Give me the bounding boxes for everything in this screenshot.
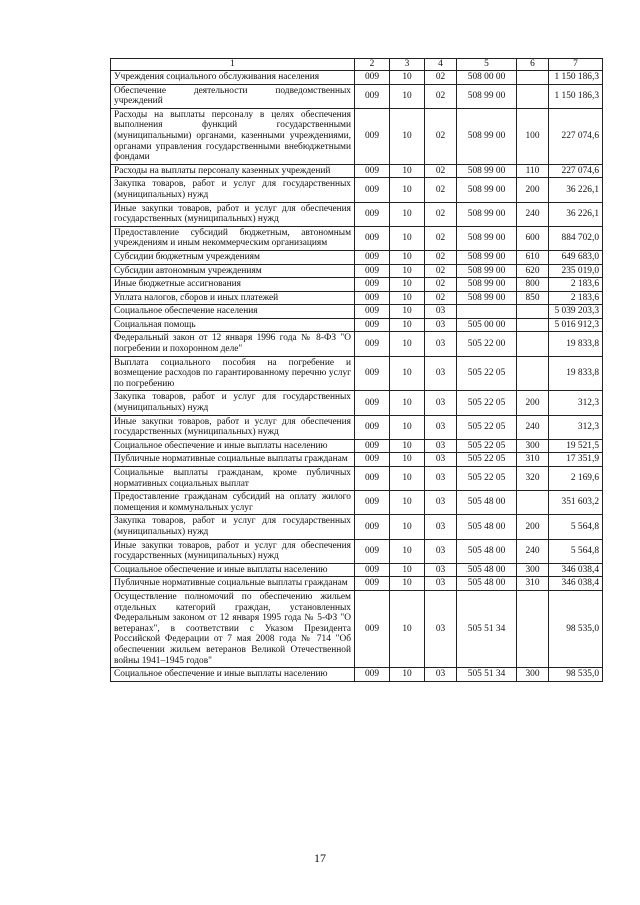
amount: 2 183,6 <box>549 291 603 305</box>
row-description: Расходы на выплаты персоналу в целях обеспечения выполнения функций государственными (муниципальными) органами, казенными учреждениями, органами управления государственными внебюджетными фондами <box>111 108 355 164</box>
table-row <box>111 467 603 491</box>
section-code: 10 <box>390 164 425 178</box>
ministry-code: 009 <box>355 668 390 682</box>
section-code: 10 <box>390 305 425 319</box>
amount: 346 038,4 <box>549 563 603 577</box>
subsection-code: 03 <box>425 439 457 453</box>
amount: 235 019,0 <box>549 264 603 278</box>
ministry-code: 009 <box>355 467 390 491</box>
table-row <box>111 577 603 591</box>
ministry-code: 009 <box>355 391 390 415</box>
header-col-7: 7 <box>549 59 603 71</box>
subsection-code: 02 <box>425 250 457 264</box>
section-code: 10 <box>390 250 425 264</box>
amount: 649 683,0 <box>549 250 603 264</box>
row-description: Субсидии бюджетным учреждениям <box>111 250 355 264</box>
table-row <box>111 278 603 292</box>
expense-type-code: 600 <box>517 226 549 250</box>
row-description: Закупка товаров, работ и услуг для государственных (муниципальных) нужд <box>111 515 355 539</box>
ministry-code: 009 <box>355 577 390 591</box>
row-description: Публичные нормативные социальные выплаты гражданам <box>111 577 355 591</box>
row-description: Предоставление субсидий бюджетным, автономным учреждениям и иным некоммерческим организациям <box>111 226 355 250</box>
ministry-code: 009 <box>355 563 390 577</box>
table-row <box>111 226 603 250</box>
ministry-code: 009 <box>355 278 390 292</box>
table-row <box>111 563 603 577</box>
row-description: Закупка товаров, работ и услуг для государственных (муниципальных) нужд <box>111 391 355 415</box>
amount: 19 521,5 <box>549 439 603 453</box>
amount: 2 183,6 <box>549 278 603 292</box>
table-row <box>111 264 603 278</box>
header-col-3: 3 <box>390 59 425 71</box>
ministry-code: 009 <box>355 491 390 515</box>
target-article-code: 505 00 00 <box>457 318 517 332</box>
row-description: Социальное обеспечение и иные выплаты населению <box>111 439 355 453</box>
expense-type-code: 200 <box>517 391 549 415</box>
subsection-code: 03 <box>425 668 457 682</box>
target-article-code: 505 48 00 <box>457 539 517 563</box>
row-description: Публичные нормативные социальные выплаты гражданам <box>111 453 355 467</box>
subsection-code: 03 <box>425 577 457 591</box>
subsection-code: 02 <box>425 71 457 85</box>
target-article-code: 508 99 00 <box>457 291 517 305</box>
table-row <box>111 318 603 332</box>
table-row <box>111 250 603 264</box>
target-article-code: 505 22 05 <box>457 415 517 439</box>
table-row <box>111 356 603 391</box>
ministry-code: 009 <box>355 291 390 305</box>
expense-type-code: 240 <box>517 202 549 226</box>
table-header-row <box>111 59 603 71</box>
expense-type-code <box>517 491 549 515</box>
table-row <box>111 539 603 563</box>
ministry-code: 009 <box>355 264 390 278</box>
table-row <box>111 391 603 415</box>
table-row <box>111 164 603 178</box>
subsection-code: 03 <box>425 356 457 391</box>
target-article-code: 508 99 00 <box>457 108 517 164</box>
amount: 5 564,8 <box>549 539 603 563</box>
ministry-code: 009 <box>355 415 390 439</box>
expense-type-code <box>517 356 549 391</box>
amount: 227 074,6 <box>549 108 603 164</box>
target-article-code: 505 48 00 <box>457 491 517 515</box>
expense-type-code: 310 <box>517 577 549 591</box>
table-row <box>111 491 603 515</box>
target-article-code: 508 99 00 <box>457 202 517 226</box>
amount: 19 833,8 <box>549 332 603 356</box>
subsection-code: 02 <box>425 226 457 250</box>
section-code: 10 <box>390 318 425 332</box>
row-description: Уплата налогов, сборов и иных платежей <box>111 291 355 305</box>
header-col-1: 1 <box>111 59 355 71</box>
header-col-4: 4 <box>425 59 457 71</box>
table-row <box>111 178 603 202</box>
amount: 36 226,1 <box>549 202 603 226</box>
header-col-2: 2 <box>355 59 390 71</box>
table-row <box>111 668 603 682</box>
header-col-6: 6 <box>517 59 549 71</box>
target-article-code: 508 99 00 <box>457 278 517 292</box>
expense-type-code: 620 <box>517 264 549 278</box>
target-article-code: 505 48 00 <box>457 563 517 577</box>
target-article-code: 505 22 05 <box>457 467 517 491</box>
target-article-code: 505 22 05 <box>457 356 517 391</box>
subsection-code: 02 <box>425 278 457 292</box>
target-article-code: 508 99 00 <box>457 178 517 202</box>
expense-type-code: 300 <box>517 668 549 682</box>
section-code: 10 <box>390 563 425 577</box>
page-number: 17 <box>314 851 326 865</box>
section-code: 10 <box>390 178 425 202</box>
section-code: 10 <box>390 84 425 108</box>
subsection-code: 02 <box>425 164 457 178</box>
section-code: 10 <box>390 577 425 591</box>
subsection-code: 03 <box>425 318 457 332</box>
target-article-code: 505 48 00 <box>457 577 517 591</box>
row-description: Обеспечение деятельности подведомственных учреждений <box>111 84 355 108</box>
ministry-code: 009 <box>355 250 390 264</box>
subsection-code: 02 <box>425 202 457 226</box>
target-article-code: 508 00 00 <box>457 71 517 85</box>
ministry-code: 009 <box>355 590 390 667</box>
amount: 19 833,8 <box>549 356 603 391</box>
table-row <box>111 84 603 108</box>
section-code: 10 <box>390 264 425 278</box>
row-description: Социальное обеспечение населения <box>111 305 355 319</box>
expense-type-code: 300 <box>517 563 549 577</box>
amount: 351 603,2 <box>549 491 603 515</box>
row-description: Социальное обеспечение и иные выплаты населению <box>111 563 355 577</box>
ministry-code: 009 <box>355 84 390 108</box>
row-description: Федеральный закон от 12 января 1996 года № 8-ФЗ "О погребении и похоронном деле" <box>111 332 355 356</box>
table-row <box>111 108 603 164</box>
subsection-code: 03 <box>425 332 457 356</box>
expense-type-code <box>517 318 549 332</box>
ministry-code: 009 <box>355 515 390 539</box>
section-code: 10 <box>390 515 425 539</box>
expense-type-code: 200 <box>517 515 549 539</box>
target-article-code: 505 48 00 <box>457 515 517 539</box>
table-row <box>111 590 603 667</box>
row-description: Предоставление гражданам субсидий на оплату жилого помещения и коммунальных услуг <box>111 491 355 515</box>
ministry-code: 009 <box>355 332 390 356</box>
section-code: 10 <box>390 332 425 356</box>
row-description: Закупка товаров, работ и услуг для государственных (муниципальных) нужд <box>111 178 355 202</box>
target-article-code: 508 99 00 <box>457 164 517 178</box>
table-row <box>111 453 603 467</box>
expense-type-code <box>517 590 549 667</box>
expense-type-code: 110 <box>517 164 549 178</box>
subsection-code: 03 <box>425 563 457 577</box>
subsection-code: 02 <box>425 178 457 202</box>
section-code: 10 <box>390 226 425 250</box>
amount: 346 038,4 <box>549 577 603 591</box>
target-article-code: 505 51 34 <box>457 590 517 667</box>
subsection-code: 03 <box>425 539 457 563</box>
target-article-code: 505 22 05 <box>457 439 517 453</box>
target-article-code: 505 51 34 <box>457 668 517 682</box>
row-description: Иные закупки товаров, работ и услуг для обеспечения государственных (муниципальных) нужд <box>111 539 355 563</box>
amount: 227 074,6 <box>549 164 603 178</box>
row-description: Осуществление полномочий по обеспечению жильем отдельных категорий граждан, установленных Федеральным законом от 12 января 1995 года № 5-ФЗ "О ветеранах", в соответствии с Указом Президента Российской Федерации от 7 мая 2008 года № 714 "Об обеспечении жильем ветеранов Великой Отечественной войны 1941–1945 годов" <box>111 590 355 667</box>
budget-table <box>110 58 603 682</box>
ministry-code: 009 <box>355 226 390 250</box>
ministry-code: 009 <box>355 305 390 319</box>
target-article-code: 508 99 00 <box>457 264 517 278</box>
ministry-code: 009 <box>355 71 390 85</box>
table-row <box>111 202 603 226</box>
target-article-code: 505 22 05 <box>457 391 517 415</box>
row-description: Иные закупки товаров, работ и услуг для обеспечения государственных (муниципальных) нужд <box>111 415 355 439</box>
amount: 36 226,1 <box>549 178 603 202</box>
table-row <box>111 332 603 356</box>
ministry-code: 009 <box>355 356 390 391</box>
section-code: 10 <box>390 439 425 453</box>
section-code: 10 <box>390 71 425 85</box>
table-row <box>111 71 603 85</box>
table-row <box>111 515 603 539</box>
row-description: Выплата социального пособия на погребение и возмещение расходов по гарантированному перечню услуг по погребению <box>111 356 355 391</box>
subsection-code: 03 <box>425 391 457 415</box>
expense-type-code: 310 <box>517 453 549 467</box>
expense-type-code: 800 <box>517 278 549 292</box>
target-article-code: 505 22 05 <box>457 453 517 467</box>
expense-type-code: 320 <box>517 467 549 491</box>
expense-type-code: 300 <box>517 439 549 453</box>
section-code: 10 <box>390 467 425 491</box>
table-row <box>111 305 603 319</box>
amount: 98 535,0 <box>549 668 603 682</box>
amount: 2 169,6 <box>549 467 603 491</box>
ministry-code: 009 <box>355 539 390 563</box>
row-description: Субсидии автономным учреждениям <box>111 264 355 278</box>
row-description: Социальные выплаты гражданам, кроме публичных нормативных социальных выплат <box>111 467 355 491</box>
subsection-code: 03 <box>425 467 457 491</box>
subsection-code: 03 <box>425 415 457 439</box>
amount: 17 351,9 <box>549 453 603 467</box>
subsection-code: 02 <box>425 108 457 164</box>
section-code: 10 <box>390 590 425 667</box>
target-article-code: 508 99 00 <box>457 250 517 264</box>
section-code: 10 <box>390 202 425 226</box>
expense-type-code <box>517 305 549 319</box>
expense-type-code: 200 <box>517 178 549 202</box>
amount: 5 564,8 <box>549 515 603 539</box>
amount: 5 016 912,3 <box>549 318 603 332</box>
amount: 312,3 <box>549 415 603 439</box>
row-description: Социальная помощь <box>111 318 355 332</box>
ministry-code: 009 <box>355 178 390 202</box>
ministry-code: 009 <box>355 439 390 453</box>
section-code: 10 <box>390 278 425 292</box>
expense-type-code: 240 <box>517 415 549 439</box>
expense-type-code: 610 <box>517 250 549 264</box>
amount: 5 039 203,3 <box>549 305 603 319</box>
ministry-code: 009 <box>355 164 390 178</box>
expense-type-code <box>517 71 549 85</box>
subsection-code: 02 <box>425 291 457 305</box>
row-description: Иные закупки товаров, работ и услуг для обеспечения государственных (муниципальных) нужд <box>111 202 355 226</box>
row-description: Расходы на выплаты персоналу казенных учреждений <box>111 164 355 178</box>
amount: 884 702,0 <box>549 226 603 250</box>
section-code: 10 <box>390 668 425 682</box>
expense-type-code <box>517 332 549 356</box>
amount: 312,3 <box>549 391 603 415</box>
section-code: 10 <box>390 391 425 415</box>
section-code: 10 <box>390 491 425 515</box>
target-article-code: 508 99 00 <box>457 226 517 250</box>
ministry-code: 009 <box>355 453 390 467</box>
table-row <box>111 291 603 305</box>
section-code: 10 <box>390 539 425 563</box>
section-code: 10 <box>390 415 425 439</box>
expense-type-code: 240 <box>517 539 549 563</box>
expense-type-code <box>517 84 549 108</box>
expense-type-code: 100 <box>517 108 549 164</box>
row-description: Социальное обеспечение и иные выплаты населению <box>111 668 355 682</box>
ministry-code: 009 <box>355 202 390 226</box>
table-row <box>111 439 603 453</box>
header-col-5: 5 <box>457 59 517 71</box>
row-description: Учреждения социального обслуживания населения <box>111 71 355 85</box>
amount: 1 150 186,3 <box>549 84 603 108</box>
amount: 98 535,0 <box>549 590 603 667</box>
section-code: 10 <box>390 453 425 467</box>
subsection-code: 03 <box>425 305 457 319</box>
ministry-code: 009 <box>355 318 390 332</box>
subsection-code: 03 <box>425 590 457 667</box>
target-article-code: 505 22 00 <box>457 332 517 356</box>
table-body <box>111 71 603 682</box>
target-article-code <box>457 305 517 319</box>
subsection-code: 03 <box>425 453 457 467</box>
section-code: 10 <box>390 108 425 164</box>
target-article-code: 508 99 00 <box>457 84 517 108</box>
amount: 1 150 186,3 <box>549 71 603 85</box>
section-code: 10 <box>390 356 425 391</box>
table-row <box>111 415 603 439</box>
row-description: Иные бюджетные ассигнования <box>111 278 355 292</box>
subsection-code: 02 <box>425 264 457 278</box>
subsection-code: 03 <box>425 491 457 515</box>
subsection-code: 03 <box>425 515 457 539</box>
ministry-code: 009 <box>355 108 390 164</box>
subsection-code: 02 <box>425 84 457 108</box>
expense-type-code: 850 <box>517 291 549 305</box>
section-code: 10 <box>390 291 425 305</box>
